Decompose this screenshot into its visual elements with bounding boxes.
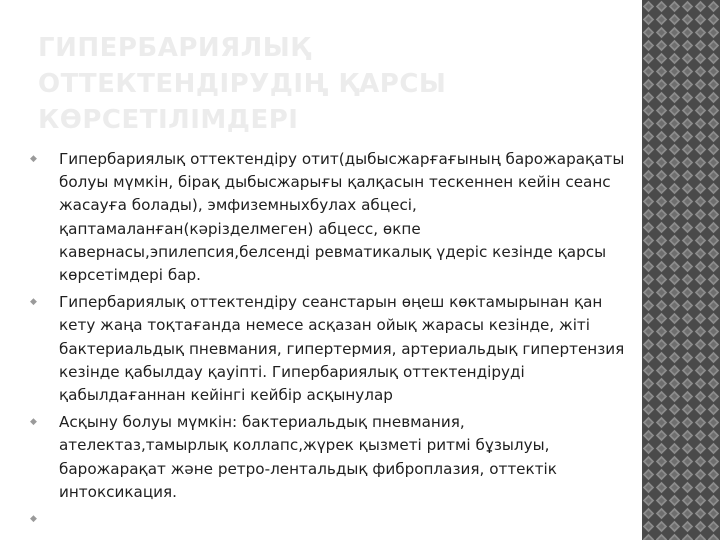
decorative-side-pattern (642, 0, 720, 540)
bullet-text: Асқыну болуы мүмкін: бактериальдық пневмания, ателектаз,тамырлық коллапс,жүрек қызметі ритмі бұзылуы, барожарақат және ретро-лентальдық фиброплазия, оттектік интоксикация. (59, 413, 557, 501)
title-line: ГИПЕРБАРИЯЛЫҚ (38, 33, 311, 63)
slide-title (38, 30, 598, 138)
title-line: КӨРСЕТІЛІМДЕРІ (38, 105, 299, 135)
diamond-bullet-icon: ◆ (30, 417, 37, 428)
bullet-item (30, 411, 630, 504)
diamond-bullet-icon: ◆ (30, 514, 37, 525)
title-line: ОТТЕКТЕНДІРУДІҢ ҚАРСЫ (38, 69, 447, 99)
diamond-bullet-icon: ◆ (30, 297, 37, 308)
bullet-text: Гипербариялық оттектендіру сеанстарын өңеш көктамырынан қан кету жаңа тоқтағанда немесе асқазан ойық жарасы кезінде, жіті бактериальдық пневмания, гипертермия, артериальдық гипертензия кезінде қабылдау қауіпті. Гипербариялық оттектендіруді қабылдағаннан кейінгі кейбір асқынулар (59, 293, 625, 405)
bullet-text: Гипербариялық оттектендіру отит(дыбысжарғағының барожарақаты болуы мүмкін, бірақ дыбысжарығы қалқасын тескеннен кейін сеанс жасауға болады), эмфиземныхбулах абцесі, қаптамаланған(кәрізделмеген) абцесс, өкпе кавернасы,эпилепсия,белсенді ревматикалық үдеріс кезінде қарсы көрсетімдері бар. (59, 150, 625, 285)
bullet-list (30, 148, 630, 525)
bullet-item (30, 148, 630, 287)
bullet-item (30, 291, 630, 407)
diamond-bullet-icon: ◆ (30, 154, 37, 164)
